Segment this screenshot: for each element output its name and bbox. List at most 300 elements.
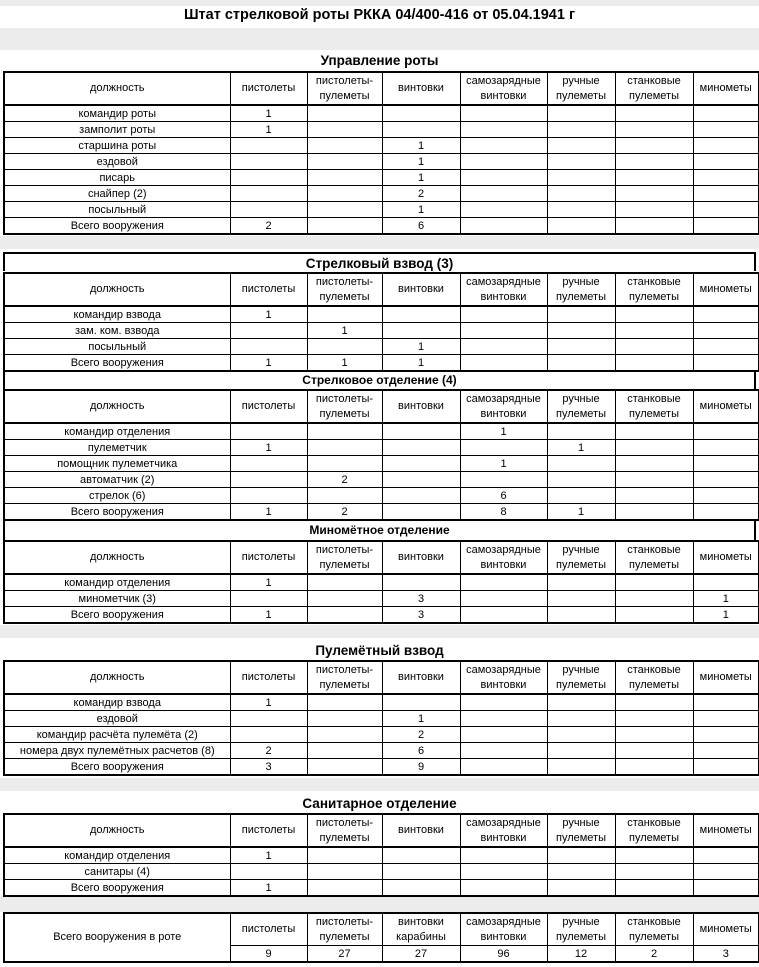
- table-cell: [693, 488, 759, 504]
- table-cell: [615, 218, 693, 235]
- table-cell: [230, 138, 307, 154]
- column-header: винтовки: [382, 273, 460, 306]
- table-cell: [460, 711, 547, 727]
- table-cell: [693, 711, 759, 727]
- section-title-mortar-squad: Миномётное отделение: [3, 521, 756, 540]
- table-cell: [547, 355, 615, 372]
- table-cell: [307, 440, 382, 456]
- table-cell: [382, 440, 460, 456]
- table-cell: [547, 456, 615, 472]
- table-cell: [307, 880, 382, 897]
- column-header: пистолеты: [230, 273, 307, 306]
- row-label: командир взвода: [4, 306, 230, 323]
- row-label: минометчик (3): [4, 591, 230, 607]
- table-cell: [615, 323, 693, 339]
- table-cell: [615, 170, 693, 186]
- table-cell: 2: [230, 218, 307, 235]
- table-cell: 1: [382, 154, 460, 170]
- table-cell: [307, 743, 382, 759]
- column-header: пистолеты-пулеметы: [307, 541, 382, 574]
- table-cell: [615, 138, 693, 154]
- table-cell: 3: [382, 607, 460, 624]
- table-cell: [615, 711, 693, 727]
- table-cell: [230, 339, 307, 355]
- row-label: старшина роты: [4, 138, 230, 154]
- table-cell: [615, 154, 693, 170]
- column-header: ручные пулеметы: [547, 541, 615, 574]
- column-header: станковые пулеметы: [615, 390, 693, 423]
- column-header: должность: [4, 273, 230, 306]
- table-cell: 6: [460, 488, 547, 504]
- table-cell: [547, 711, 615, 727]
- column-header: пистолеты-пулеметы: [307, 273, 382, 306]
- table-cell: [615, 488, 693, 504]
- table-company_hq: [3, 71, 759, 235]
- table-row: [4, 105, 759, 122]
- table-cell: [230, 727, 307, 743]
- table-row: [4, 759, 759, 776]
- row-label: стрелок (6): [4, 488, 230, 504]
- column-header: станковые пулеметы: [615, 814, 693, 847]
- table-cell: [460, 355, 547, 372]
- table-cell: 1: [230, 574, 307, 591]
- table-cell: 1: [230, 607, 307, 624]
- table-cell: [615, 880, 693, 897]
- table-cell: [693, 864, 759, 880]
- table-cell: [230, 488, 307, 504]
- table-cell: [307, 711, 382, 727]
- column-header: винтовки: [382, 661, 460, 694]
- column-header: ручные пулеметы: [547, 72, 615, 105]
- column-header: станковые пулеметы: [615, 541, 693, 574]
- table-cell: 1: [230, 440, 307, 456]
- table-cell: [460, 138, 547, 154]
- table-cell: 2: [382, 186, 460, 202]
- table-mortar_squad: [3, 540, 759, 624]
- table-cell: [615, 306, 693, 323]
- table-row: [4, 472, 759, 488]
- table-cell: [460, 591, 547, 607]
- section-title-rifle-squad: Стрелковое отделение (4): [3, 372, 756, 389]
- table-cell: [382, 456, 460, 472]
- header-row: [4, 541, 759, 574]
- separator-band: [0, 896, 759, 912]
- company-total-label: Всего вооружения в роте: [4, 913, 230, 962]
- table-cell: [460, 607, 547, 624]
- table-cell: 1: [693, 591, 759, 607]
- table-cell: [615, 591, 693, 607]
- row-label: помощник пулеметчика: [4, 456, 230, 472]
- table-cell: [307, 847, 382, 864]
- table-cell: [460, 202, 547, 218]
- table-cell: [547, 727, 615, 743]
- table-cell: [693, 355, 759, 372]
- table-cell: 2: [307, 472, 382, 488]
- table-cell: [693, 122, 759, 138]
- table-row: [4, 122, 759, 138]
- table-cell: [615, 864, 693, 880]
- table-cell: [693, 186, 759, 202]
- total-value: 9: [230, 946, 307, 963]
- column-header: ручные пулеметы: [547, 273, 615, 306]
- table-cell: 1: [307, 323, 382, 339]
- table-cell: 6: [382, 218, 460, 235]
- column-header: самозарядные винтовки: [460, 390, 547, 423]
- table-cell: [307, 339, 382, 355]
- row-label: командир отделения: [4, 423, 230, 440]
- section-title-rifle-platoon: Стрелковый взвод (3): [3, 252, 756, 271]
- table-cell: [615, 504, 693, 521]
- total-value: 27: [307, 946, 382, 963]
- table-cell: [382, 105, 460, 122]
- table-row: [4, 355, 759, 372]
- table-cell: [693, 694, 759, 711]
- table-cell: [693, 456, 759, 472]
- section-title-medical-squad: Санитарное отделение: [302, 796, 457, 811]
- column-header: минометы: [693, 72, 759, 105]
- table-row: [4, 170, 759, 186]
- table-cell: 8: [460, 504, 547, 521]
- table-cell: [460, 105, 547, 122]
- table-rifle_squad: [3, 389, 759, 521]
- table-cell: [547, 591, 615, 607]
- table-cell: [547, 880, 615, 897]
- table-cell: [230, 456, 307, 472]
- table-cell: [693, 727, 759, 743]
- table-cell: [382, 694, 460, 711]
- table-company-total: [3, 912, 759, 963]
- table-cell: [382, 847, 460, 864]
- table-cell: [307, 105, 382, 122]
- column-header: винтовки: [382, 814, 460, 847]
- table-cell: [230, 472, 307, 488]
- row-label: командир отделения: [4, 847, 230, 864]
- section-title-mg-platoon: Пулемётный взвод: [315, 643, 444, 658]
- row-label: Всего вооружения: [4, 759, 230, 776]
- row-label: командир роты: [4, 105, 230, 122]
- table-cell: [547, 472, 615, 488]
- table-cell: 1: [382, 339, 460, 355]
- table-row: [4, 504, 759, 521]
- row-label: пулеметчик: [4, 440, 230, 456]
- table-cell: [307, 423, 382, 440]
- table-row: [4, 440, 759, 456]
- column-header: ручные пулеметы: [547, 661, 615, 694]
- table-cell: [307, 202, 382, 218]
- table-cell: [547, 122, 615, 138]
- row-label: командир отделения: [4, 574, 230, 591]
- column-header: самозарядные винтовки: [460, 72, 547, 105]
- table-cell: 1: [230, 122, 307, 138]
- table-cell: [547, 694, 615, 711]
- column-header: должность: [4, 390, 230, 423]
- table-cell: [693, 138, 759, 154]
- table-cell: 1: [460, 423, 547, 440]
- table-cell: [615, 423, 693, 440]
- column-header: станковые пулеметы: [615, 913, 693, 946]
- row-label: снайпер (2): [4, 186, 230, 202]
- table-cell: [307, 488, 382, 504]
- column-header: пистолеты-пулеметы: [307, 390, 382, 423]
- table-cell: [382, 880, 460, 897]
- table-cell: [460, 574, 547, 591]
- table-row: [4, 186, 759, 202]
- table-cell: 1: [230, 105, 307, 122]
- column-header: пистолеты: [230, 814, 307, 847]
- table-cell: 3: [382, 591, 460, 607]
- column-header: пистолеты: [230, 661, 307, 694]
- table-cell: 1: [307, 355, 382, 372]
- column-header: пистолеты-пулеметы: [307, 661, 382, 694]
- table-cell: [460, 218, 547, 235]
- table-cell: [693, 105, 759, 122]
- table-cell: 2: [307, 504, 382, 521]
- table-cell: [547, 186, 615, 202]
- table-cell: [460, 122, 547, 138]
- column-header: минометы: [693, 913, 759, 946]
- table-cell: 1: [547, 504, 615, 521]
- column-header: пистолеты-пулеметы: [307, 913, 382, 946]
- row-label: посыльный: [4, 202, 230, 218]
- table-cell: [547, 743, 615, 759]
- table-cell: [615, 472, 693, 488]
- table-cell: 3: [230, 759, 307, 776]
- header-row: [4, 913, 759, 946]
- row-label: писарь: [4, 170, 230, 186]
- column-header: пистолеты: [230, 72, 307, 105]
- table-cell: [307, 170, 382, 186]
- table-cell: [230, 323, 307, 339]
- column-header: станковые пулеметы: [615, 661, 693, 694]
- table-row: [4, 574, 759, 591]
- table-cell: 9: [382, 759, 460, 776]
- table-cell: 1: [382, 170, 460, 186]
- column-header: самозарядные винтовки: [460, 814, 547, 847]
- table-row: [4, 323, 759, 339]
- table-cell: [615, 847, 693, 864]
- table-cell: [615, 727, 693, 743]
- table-cell: [547, 105, 615, 122]
- table-cell: [460, 170, 547, 186]
- band: [0, 28, 759, 50]
- header-row: [4, 661, 759, 694]
- table-medical_squad: [3, 813, 759, 897]
- table-cell: [230, 202, 307, 218]
- table-cell: [460, 472, 547, 488]
- table-cell: [615, 607, 693, 624]
- table-cell: [382, 472, 460, 488]
- table-cell: [615, 355, 693, 372]
- table-cell: [460, 847, 547, 864]
- table-cell: 1: [230, 355, 307, 372]
- table-cell: [693, 880, 759, 897]
- total-value: 96: [460, 946, 547, 963]
- table-row: [4, 864, 759, 880]
- table-cell: [547, 574, 615, 591]
- table-row: [4, 202, 759, 218]
- table-cell: [382, 122, 460, 138]
- table-row: [4, 880, 759, 897]
- row-label: командир расчёта пулемёта (2): [4, 727, 230, 743]
- table-cell: [382, 423, 460, 440]
- table-cell: [547, 488, 615, 504]
- table-cell: 1: [230, 847, 307, 864]
- table-row: [4, 339, 759, 355]
- table-cell: [460, 864, 547, 880]
- column-header: ручные пулеметы: [547, 913, 615, 946]
- table-cell: [230, 170, 307, 186]
- table-cell: 1: [230, 694, 307, 711]
- table-cell: 1: [230, 504, 307, 521]
- row-label: командир взвода: [4, 694, 230, 711]
- column-header: должность: [4, 541, 230, 574]
- column-header: должность: [4, 814, 230, 847]
- column-header: самозарядные винтовки: [460, 913, 547, 946]
- table-cell: [615, 574, 693, 591]
- table-cell: 2: [230, 743, 307, 759]
- row-label: Всего вооружения: [4, 880, 230, 897]
- table-cell: [693, 574, 759, 591]
- table-cell: 1: [382, 138, 460, 154]
- table-row: [4, 607, 759, 624]
- row-label: Всего вооружения: [4, 504, 230, 521]
- table-cell: [307, 727, 382, 743]
- table-cell: 1: [230, 306, 307, 323]
- table-cell: [547, 306, 615, 323]
- table-cell: [547, 607, 615, 624]
- table-row: [4, 743, 759, 759]
- table-cell: [460, 306, 547, 323]
- column-header: минометы: [693, 273, 759, 306]
- table-cell: [307, 864, 382, 880]
- row-label: замполит роты: [4, 122, 230, 138]
- table-cell: [693, 154, 759, 170]
- table-cell: [547, 138, 615, 154]
- table-cell: [382, 864, 460, 880]
- section-title-company-hq: Управление роты: [320, 53, 439, 68]
- table-cell: [230, 423, 307, 440]
- table-cell: [382, 306, 460, 323]
- table-cell: [230, 711, 307, 727]
- table-cell: 1: [382, 202, 460, 218]
- row-label: зам. ком. взвода: [4, 323, 230, 339]
- table-row: [4, 847, 759, 864]
- column-header: должность: [4, 72, 230, 105]
- table-cell: 1: [230, 880, 307, 897]
- table-cell: [615, 743, 693, 759]
- table-row: [4, 727, 759, 743]
- table-cell: [460, 323, 547, 339]
- table-cell: [382, 488, 460, 504]
- row-label: автоматчик (2): [4, 472, 230, 488]
- separator-band: [0, 625, 759, 638]
- header-row: [4, 390, 759, 423]
- column-header: минометы: [693, 814, 759, 847]
- table-mg_platoon: [3, 660, 759, 776]
- column-header: пистолеты: [230, 913, 307, 946]
- table-cell: [615, 759, 693, 776]
- table-cell: [460, 154, 547, 170]
- column-header: самозарядные винтовки: [460, 541, 547, 574]
- column-header: станковые пулеметы: [615, 72, 693, 105]
- table-row: [4, 694, 759, 711]
- column-header: пистолеты: [230, 541, 307, 574]
- table-cell: [547, 154, 615, 170]
- column-header: минометы: [693, 541, 759, 574]
- table-cell: [460, 727, 547, 743]
- table-row: [4, 218, 759, 235]
- column-header: минометы: [693, 661, 759, 694]
- column-header: ручные пулеметы: [547, 390, 615, 423]
- table-rifle_platoon: [3, 272, 759, 372]
- column-header: самозарядные винтовки: [460, 661, 547, 694]
- column-header: винтовки: [382, 72, 460, 105]
- table-cell: [615, 456, 693, 472]
- table-cell: [382, 323, 460, 339]
- column-header: пистолеты-пулеметы: [307, 72, 382, 105]
- table-cell: 1: [382, 711, 460, 727]
- table-cell: 6: [382, 743, 460, 759]
- table-cell: [547, 323, 615, 339]
- total-value: 27: [382, 946, 460, 963]
- table-cell: 2: [382, 727, 460, 743]
- table-cell: [547, 170, 615, 186]
- table-cell: [460, 440, 547, 456]
- table-cell: [693, 504, 759, 521]
- table-cell: [460, 694, 547, 711]
- table-cell: [460, 339, 547, 355]
- table-cell: 1: [693, 607, 759, 624]
- column-header: пистолеты-пулеметы: [307, 814, 382, 847]
- table-cell: [307, 186, 382, 202]
- table-cell: [307, 218, 382, 235]
- table-cell: [547, 423, 615, 440]
- table-cell: [693, 743, 759, 759]
- table-row: [4, 711, 759, 727]
- table-cell: [460, 743, 547, 759]
- table-row: [4, 591, 759, 607]
- table-cell: 1: [547, 440, 615, 456]
- table-cell: [693, 202, 759, 218]
- row-label: посыльный: [4, 339, 230, 355]
- table-cell: [547, 847, 615, 864]
- table-cell: [307, 154, 382, 170]
- header-row: [4, 273, 759, 306]
- row-label: ездовой: [4, 711, 230, 727]
- table-row: [4, 488, 759, 504]
- row-label: санитары (4): [4, 864, 230, 880]
- table-cell: [382, 574, 460, 591]
- total-value: 2: [615, 946, 693, 963]
- header-row: [4, 72, 759, 105]
- table-cell: [382, 504, 460, 521]
- table-cell: [693, 759, 759, 776]
- table-cell: [693, 440, 759, 456]
- table-cell: [693, 339, 759, 355]
- table-cell: [693, 218, 759, 235]
- row-label: ездовой: [4, 154, 230, 170]
- table-cell: [307, 122, 382, 138]
- table-cell: [307, 591, 382, 607]
- page-title: Штат стрелковой роты РККА 04/400-416 от 05.04.1941 г: [183, 7, 575, 23]
- table-cell: [307, 607, 382, 624]
- table-cell: [547, 339, 615, 355]
- row-label: Всего вооружения: [4, 355, 230, 372]
- table-cell: [547, 218, 615, 235]
- table-cell: [615, 339, 693, 355]
- table-cell: [615, 440, 693, 456]
- table-cell: [307, 138, 382, 154]
